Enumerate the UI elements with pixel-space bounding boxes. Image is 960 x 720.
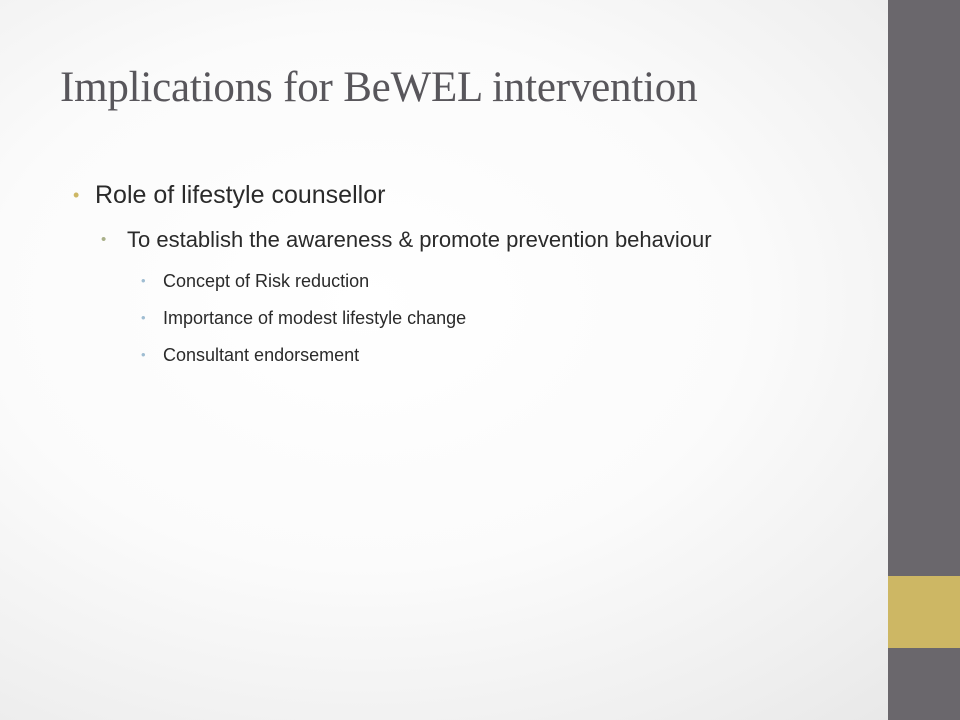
bullet-dot-icon: •	[141, 347, 146, 362]
bullet-dot-icon: •	[141, 273, 146, 288]
bullet-text: Concept of Risk reduction	[163, 271, 370, 291]
bullet-item-level3	[141, 342, 853, 368]
bullet-item-level3	[141, 268, 853, 294]
bullet-text: To establish the awareness & promote prevention behaviour	[127, 227, 712, 252]
bullet-item-level2	[101, 224, 767, 255]
bullet-list	[73, 176, 853, 379]
bullet-item-level1	[73, 176, 853, 214]
bullet-item-level3	[141, 305, 853, 331]
bullet-text: Consultant endorsement	[163, 345, 360, 365]
bullet-dot-icon: •	[101, 231, 107, 248]
bullet-text: Role of lifestyle counsellor	[95, 181, 386, 209]
bullet-dot-icon: •	[141, 310, 146, 325]
slide-title: Implications for BeWEL intervention	[60, 64, 698, 111]
side-accent-block	[888, 576, 960, 648]
bullet-text: Importance of modest lifestyle change	[163, 308, 467, 328]
bullet-dot-icon: •	[73, 185, 80, 205]
